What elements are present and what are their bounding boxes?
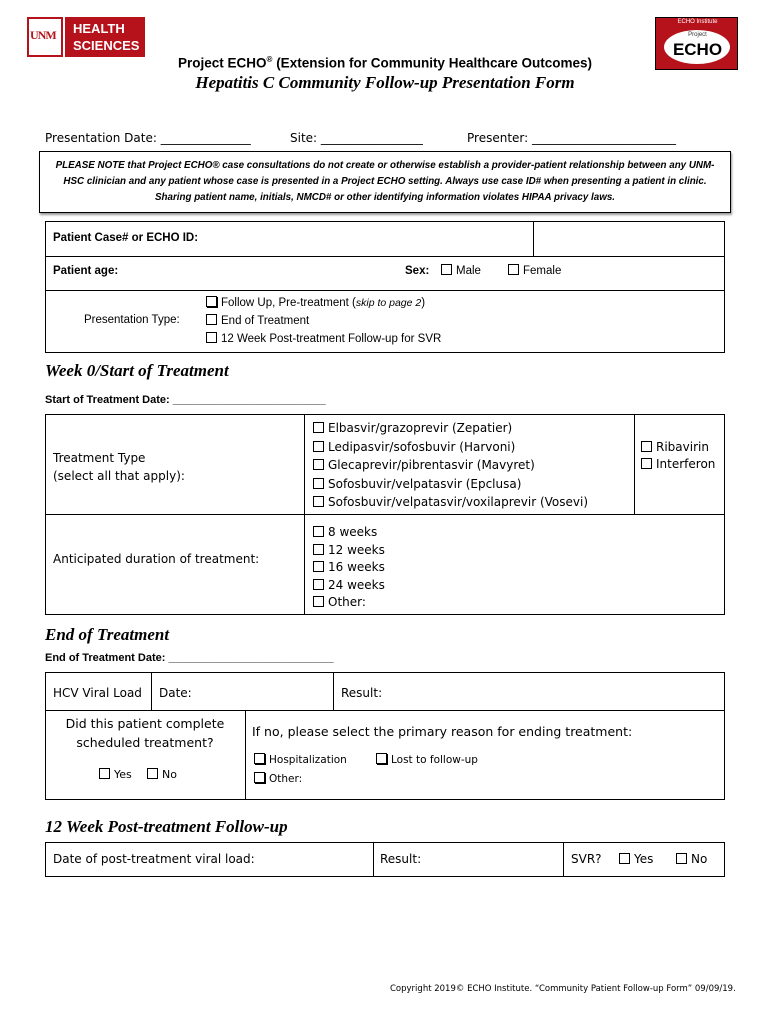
checkbox-icon[interactable] xyxy=(206,296,217,307)
interferon-option[interactable]: Interferon xyxy=(641,456,715,473)
hcv-viral-load-label: HCV Viral Load xyxy=(53,686,142,700)
privacy-notice-text: PLEASE NOTE that Project ECHO® case consultations do not create or otherwise establish a provider-patient relationship between any UNM-HSC clinician and any patient whose case is presented in a Project ECHO setting. Always use case ID# when presenting a patient in clinic. Sharing patient name, initials, NMCD# or other identifying information violates HIPAA privacy laws. xyxy=(55,160,715,203)
echo-project-label: Project xyxy=(688,32,707,38)
checkbox-icon[interactable] xyxy=(254,753,265,764)
ptype-eot-option[interactable]: End of Treatment xyxy=(206,314,309,327)
reason-question: If no, please select the primary reason for ending treatment: xyxy=(252,724,633,739)
eot-date-field[interactable]: End of Treatment Date: ___________________________ xyxy=(45,652,334,664)
checkbox-icon[interactable] xyxy=(313,544,324,555)
duration-option[interactable]: 16 weeks xyxy=(313,559,385,577)
patient-case-label: Patient Case# or ECHO ID: xyxy=(53,232,199,244)
checkbox-icon[interactable] xyxy=(313,596,324,607)
checkbox-icon[interactable] xyxy=(313,579,324,590)
svr-label: SVR? xyxy=(571,852,602,866)
presenter-field[interactable]: Presenter: ________________________ xyxy=(467,131,676,145)
checkbox-icon[interactable] xyxy=(206,314,217,325)
checkbox-icon[interactable] xyxy=(313,422,324,433)
week0-heading: Week 0/Start of Treatment xyxy=(45,361,229,380)
checkbox-icon[interactable] xyxy=(313,561,324,572)
post-treatment-heading: 12 Week Post-treatment Follow-up xyxy=(45,817,288,836)
checkbox-icon[interactable] xyxy=(313,459,324,470)
ptype-svr-option[interactable]: 12 Week Post-treatment Follow-up for SVR xyxy=(206,332,441,345)
patient-age-label: Patient age: xyxy=(53,265,119,277)
form-title-line1: Project ECHO® (Extension for Community Healthcare Outcomes) xyxy=(178,55,592,71)
unm-health-sciences-logo xyxy=(27,17,145,57)
checkbox-icon[interactable] xyxy=(313,441,324,452)
drug-option[interactable]: Sofosbuvir/velpatasvir (Epclusa) xyxy=(313,475,588,494)
checkbox-icon[interactable] xyxy=(147,768,158,779)
copyright-footer: Copyright 2019© ECHO Institute. “Community Patient Follow-up Form” 09/09/19. xyxy=(390,984,736,994)
post-date-label: Date of post-treatment viral load: xyxy=(53,852,255,866)
presentation-type-label: Presentation Type: xyxy=(84,314,180,326)
ribavirin-option[interactable]: Ribavirin xyxy=(641,439,715,456)
logo-line-2: SCIENCES xyxy=(73,38,140,53)
reason-lost-option[interactable]: Lost to follow-up xyxy=(376,753,478,766)
privacy-notice-box xyxy=(39,151,731,213)
reason-other-option[interactable]: Other: xyxy=(254,772,302,785)
duration-option[interactable]: 12 weeks xyxy=(313,542,385,560)
svr-no-option[interactable]: No xyxy=(676,852,707,866)
svr-yes-option[interactable]: Yes xyxy=(619,852,653,866)
ptype-followup-option[interactable]: Follow Up, Pre-treatment (skip to page 2) xyxy=(206,296,425,309)
drug-list xyxy=(313,419,588,512)
drug-option[interactable]: Elbasvir/grazoprevir (Zepatier) xyxy=(313,419,588,438)
checkbox-icon[interactable] xyxy=(508,264,519,275)
checkbox-icon[interactable] xyxy=(641,458,652,469)
checkbox-icon[interactable] xyxy=(376,753,387,764)
eot-heading: End of Treatment xyxy=(45,625,170,644)
site-field[interactable]: Site: _________________ xyxy=(290,131,423,145)
sex-female-option[interactable]: Female xyxy=(508,264,561,277)
complete-question: Did this patient complete scheduled treatment? xyxy=(65,716,225,750)
sex-male-option[interactable]: Male xyxy=(441,264,481,277)
unm-mark: UNM xyxy=(27,17,63,57)
drug-option[interactable]: Ledipasvir/sofosbuvir (Harvoni) xyxy=(313,438,588,457)
extra-drug-list xyxy=(641,439,715,473)
vl-date-label: Date: xyxy=(159,686,192,700)
duration-option[interactable]: 24 weeks xyxy=(313,577,385,595)
checkbox-icon[interactable] xyxy=(313,526,324,537)
checkbox-icon[interactable] xyxy=(206,332,217,343)
duration-option[interactable]: Other: xyxy=(313,594,385,612)
patient-case-input[interactable] xyxy=(200,226,525,252)
drug-option[interactable]: Sofosbuvir/velpatasvir/voxilaprevir (Vosevi) xyxy=(313,493,588,512)
duration-option[interactable]: 8 weeks xyxy=(313,524,385,542)
drug-option[interactable]: Glecaprevir/pibrentasvir (Mavyret) xyxy=(313,456,588,475)
checkbox-icon[interactable] xyxy=(313,496,324,507)
logo-line-1: HEALTH xyxy=(73,21,125,36)
reason-hospitalization-option[interactable]: Hospitalization xyxy=(254,753,347,766)
form-title-line2: Hepatitis C Community Follow-up Presentation Form xyxy=(195,73,575,92)
checkbox-icon[interactable] xyxy=(676,853,687,864)
duration-list xyxy=(313,524,385,612)
start-treatment-date-field[interactable]: Start of Treatment Date: _________________________ xyxy=(45,394,326,406)
checkbox-icon[interactable] xyxy=(441,264,452,275)
echo-institute-label: ECHO Institute xyxy=(677,19,718,25)
complete-yes-option[interactable]: Yes xyxy=(99,768,132,781)
treatment-type-label: Treatment Type (select all that apply): xyxy=(53,451,185,483)
checkbox-icon[interactable] xyxy=(641,441,652,452)
sex-label: Sex: xyxy=(405,265,430,277)
post-result-label: Result: xyxy=(380,852,422,866)
checkbox-icon[interactable] xyxy=(619,853,630,864)
echo-main-label: ECHO xyxy=(672,40,723,59)
checkbox-icon[interactable] xyxy=(99,768,110,779)
vl-result-label: Result: xyxy=(341,686,383,700)
duration-label: Anticipated duration of treatment: xyxy=(53,552,260,566)
presentation-date-field[interactable]: Presentation Date: _______________ xyxy=(45,131,251,145)
complete-no-option[interactable]: No xyxy=(147,768,177,781)
checkbox-icon[interactable] xyxy=(254,772,265,783)
checkbox-icon[interactable] xyxy=(313,478,324,489)
